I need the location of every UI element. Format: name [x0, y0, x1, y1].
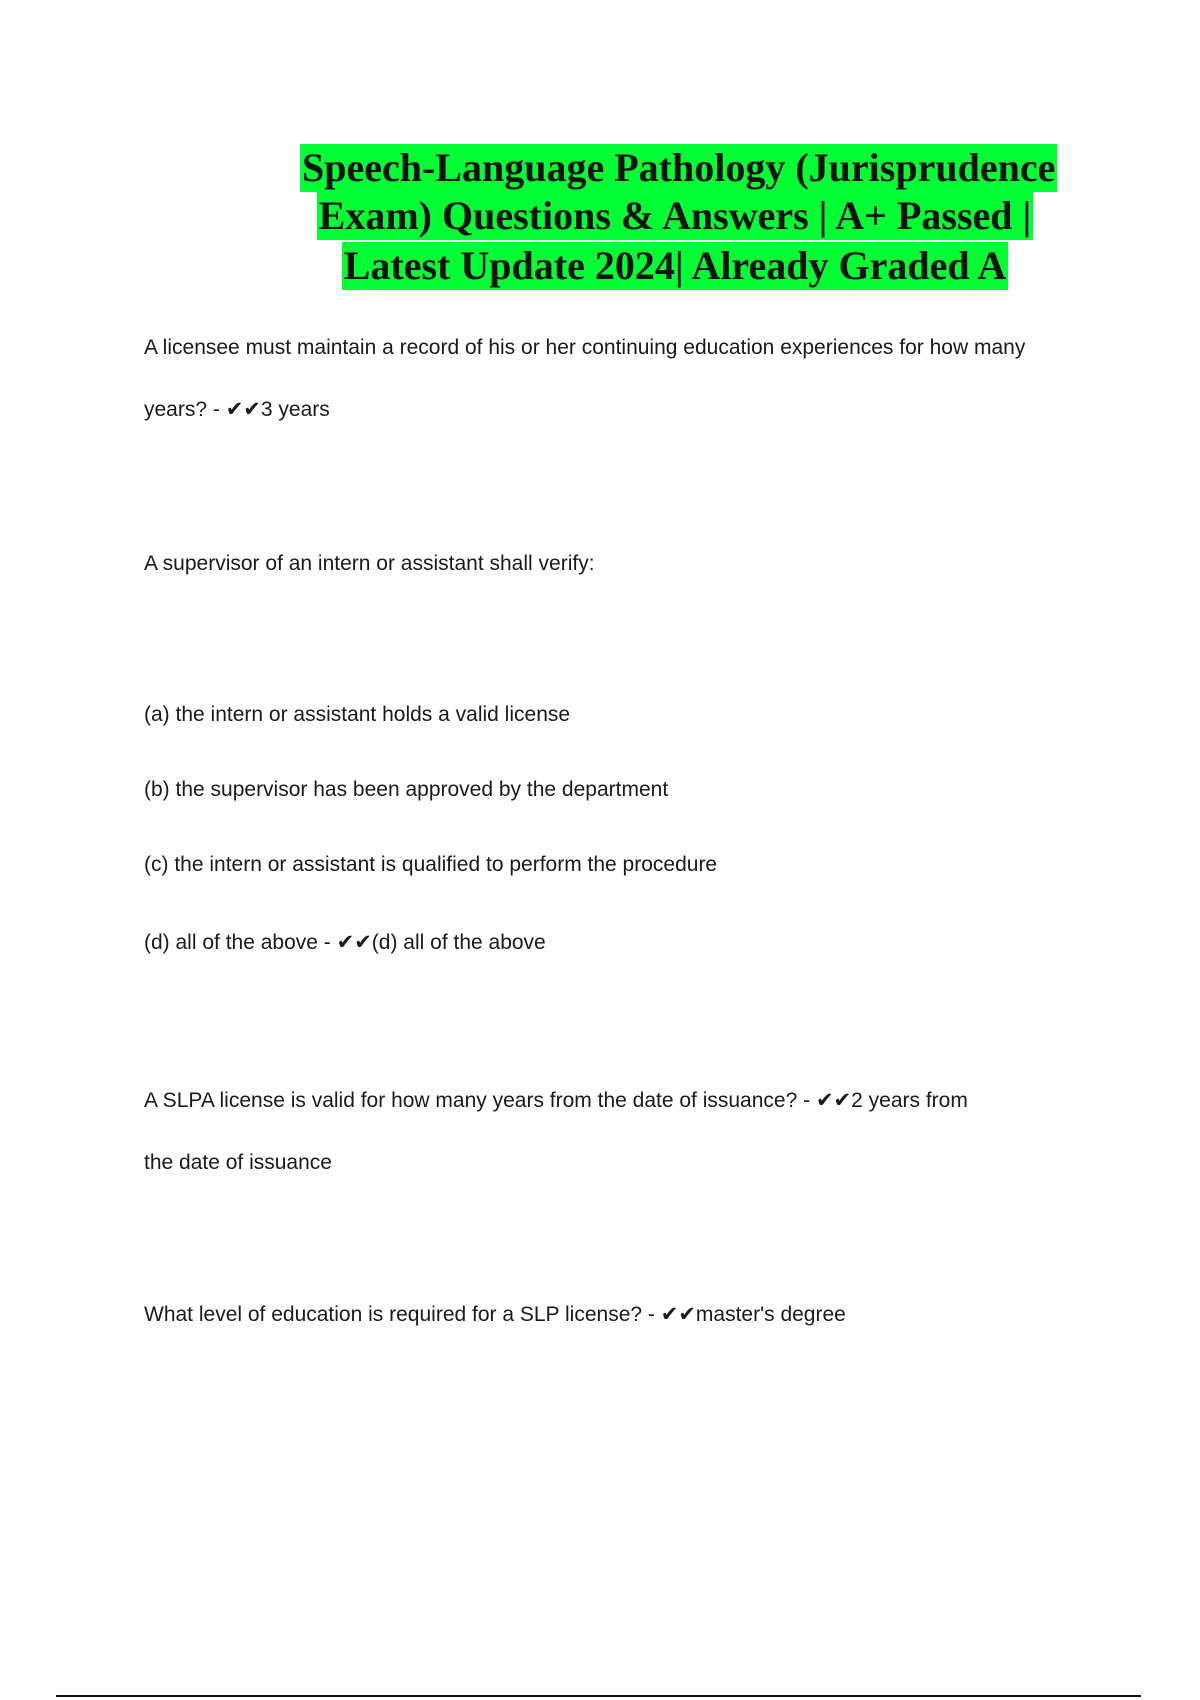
question-4-line-1: What level of education is required for a SLP license? - ✔✔master's degree: [144, 1303, 846, 1326]
title-line-3: Latest Update 2024| Already Graded A: [343, 243, 1007, 288]
question-2-option-a: (a) the intern or assistant holds a valid license: [144, 703, 571, 726]
question-3-line-2: the date of issuance: [144, 1151, 332, 1174]
document-title: [300, 144, 1056, 290]
question-1-line-1: A licensee must maintain a record of his or her continuing education experiences for how many: [144, 336, 1026, 359]
question-2-option-b: (b) the supervisor has been approved by the department: [144, 778, 669, 801]
title-line-1: Speech-Language Pathology (Jurisprudence: [302, 145, 1056, 190]
question-2-option-d: (d) all of the above - ✔✔(d) all of the above: [144, 931, 546, 954]
question-3-line-1: A SLPA license is valid for how many years from the date of issuance? - ✔✔2 years from: [144, 1089, 968, 1112]
title-line-2: Exam) Questions & Answers | A+ Passed |: [318, 193, 1032, 238]
question-1-line-2: years? - ✔✔3 years: [144, 398, 330, 421]
question-2-line-1: A supervisor of an intern or assistant shall verify:: [144, 552, 595, 575]
question-2-option-c: (c) the intern or assistant is qualified to perform the procedure: [144, 853, 718, 876]
page-bottom-rule: [56, 1695, 1141, 1697]
